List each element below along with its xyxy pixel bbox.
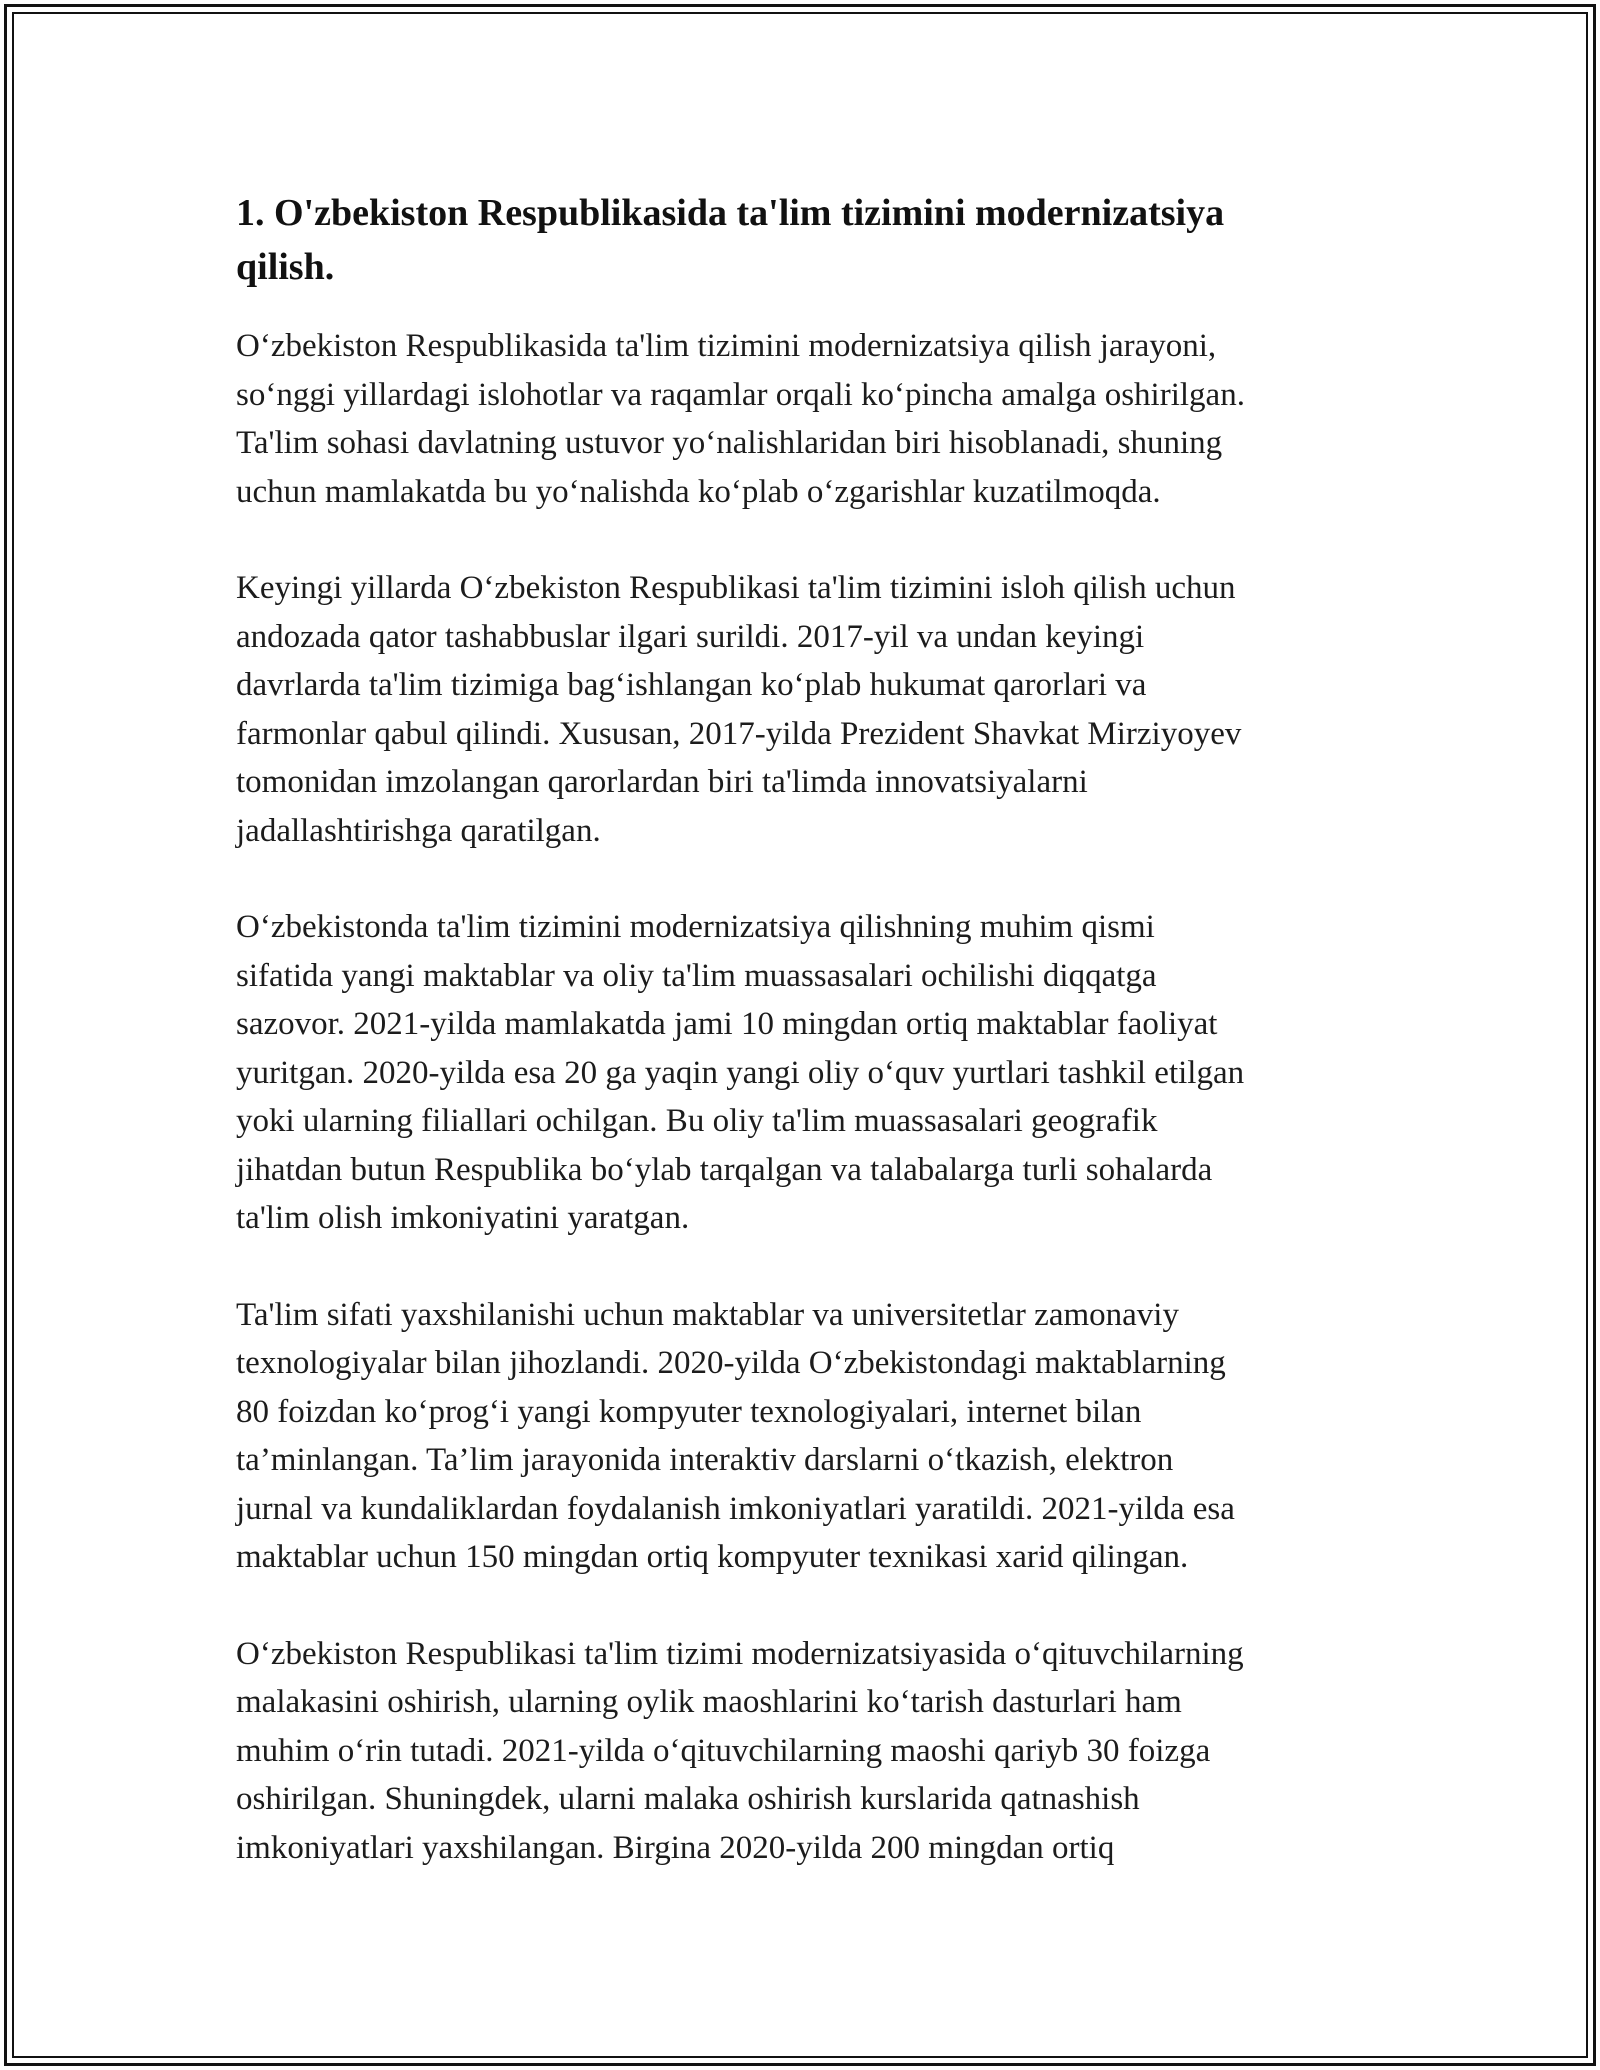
text-line: uchun mamlakatda bu yo‘nalishda ko‘plab o‘zgarishlar kuzatilmoqda. [236,473,1161,510]
text-line: O‘zbekiston Respublikasi ta'lim tizimi modernizatsiyasida o‘qituvchilarning [236,1635,1244,1672]
text-line: O‘zbekiston Respublikasida ta'lim tizimini modernizatsiya qilish jarayoni, [236,328,1217,364]
text-line: yoki ularning filiallari ochilgan. Bu oliy ta'lim muassasalari geografik [236,1103,1158,1139]
paragraph-3 [236,903,1372,1243]
paragraph-1 [236,322,1372,516]
paragraph-2 [236,564,1372,855]
document-title [236,186,1372,294]
text-line: oshirilgan. Shuningdek, ularni malaka oshirish kurslarida qatnashish [236,1781,1140,1817]
text-line: andozada qator tashabbuslar ilgari surildi. 2017-yil va undan keyingi [236,618,1145,655]
title-line: qilish. [236,246,335,288]
text-line: jadallashtirishga qaratilgan. [236,812,601,849]
text-line: malakasini oshirish, ularning oylik maoshlarini ko‘tarish dasturlari ham [236,1684,1182,1720]
text-line: farmonlar qabul qilindi. Xususan, 2017-yilda Prezident Shavkat Mirziyoyev [236,715,1242,752]
text-line: sifatida yangi maktablar va oliy ta'lim muassasalari ochilishi diqqatga [236,957,1157,994]
text-line: Ta'lim sifati yaxshilanishi uchun maktablar va universitetlar zamonaviy [236,1296,1179,1333]
title-line: 1. O'zbekiston Respublikasida ta'lim tizimini modernizatsiya [236,192,1225,234]
text-line: tomonidan imzolangan qarorlardan biri ta'limda innovatsiyalarni [236,764,1088,800]
text-line: so‘nggi yillardagi islohotlar va raqamlar orqali ko‘pincha amalga oshirilgan. [236,376,1245,413]
paragraph-4 [236,1291,1372,1582]
text-line: jurnal va kundaliklardan foydalanish imkoniyatlari yaratildi. 2021-yilda esa [236,1490,1235,1527]
text-line: O‘zbekistonda ta'lim tizimini modernizatsiya qilishning muhim qismi [236,909,1155,945]
text-line: maktablar uchun 150 mingdan ortiq kompyuter texnikasi xarid qilingan. [236,1539,1189,1575]
text-line: Ta'lim sohasi davlatning ustuvor yo‘nalishlaridan biri hisoblanadi, shuning [236,425,1223,461]
text-line: ta'lim olish imkoniyatini yaratgan. [236,1200,690,1236]
text-line: jihatdan butun Respublika bo‘ylab tarqalgan va talabalarga turli sohalarda [236,1151,1213,1188]
text-line: sazovor. 2021-yilda mamlakatda jami 10 mingdan ortiq maktablar faoliyat [236,1006,1218,1042]
text-line: 80 foizdan ko‘prog‘i yangi kompyuter texnologiyalari, internet bilan [236,1393,1142,1430]
text-line: texnologiyalar bilan jihozlandi. 2020-yilda O‘zbekistondagi maktablarning [236,1345,1226,1381]
text-line: muhim o‘rin tutadi. 2021-yilda o‘qituvchilarning maoshi qariyb 30 foizga [236,1732,1211,1769]
text-line: imkoniyatlari yaxshilangan. Birgina 2020-yilda 200 mingdan ortiq [236,1829,1115,1866]
text-line: yuritgan. 2020-yilda esa 20 ga yaqin yangi oliy o‘quv yurtlari tashkil etilgan [236,1054,1245,1091]
text-line: davrlarda ta'lim tizimiga bag‘ishlangan ko‘plab hukumat qarorlari va [236,667,1147,703]
text-line: ta’minlangan. Ta’lim jarayonida interaktiv darslarni o‘tkazish, elektron [236,1442,1174,1478]
document-body [236,186,1372,1920]
text-line: Keyingi yillarda O‘zbekiston Respublikasi ta'lim tizimini isloh qilish uchun [236,570,1236,606]
paragraph-5 [236,1630,1372,1873]
